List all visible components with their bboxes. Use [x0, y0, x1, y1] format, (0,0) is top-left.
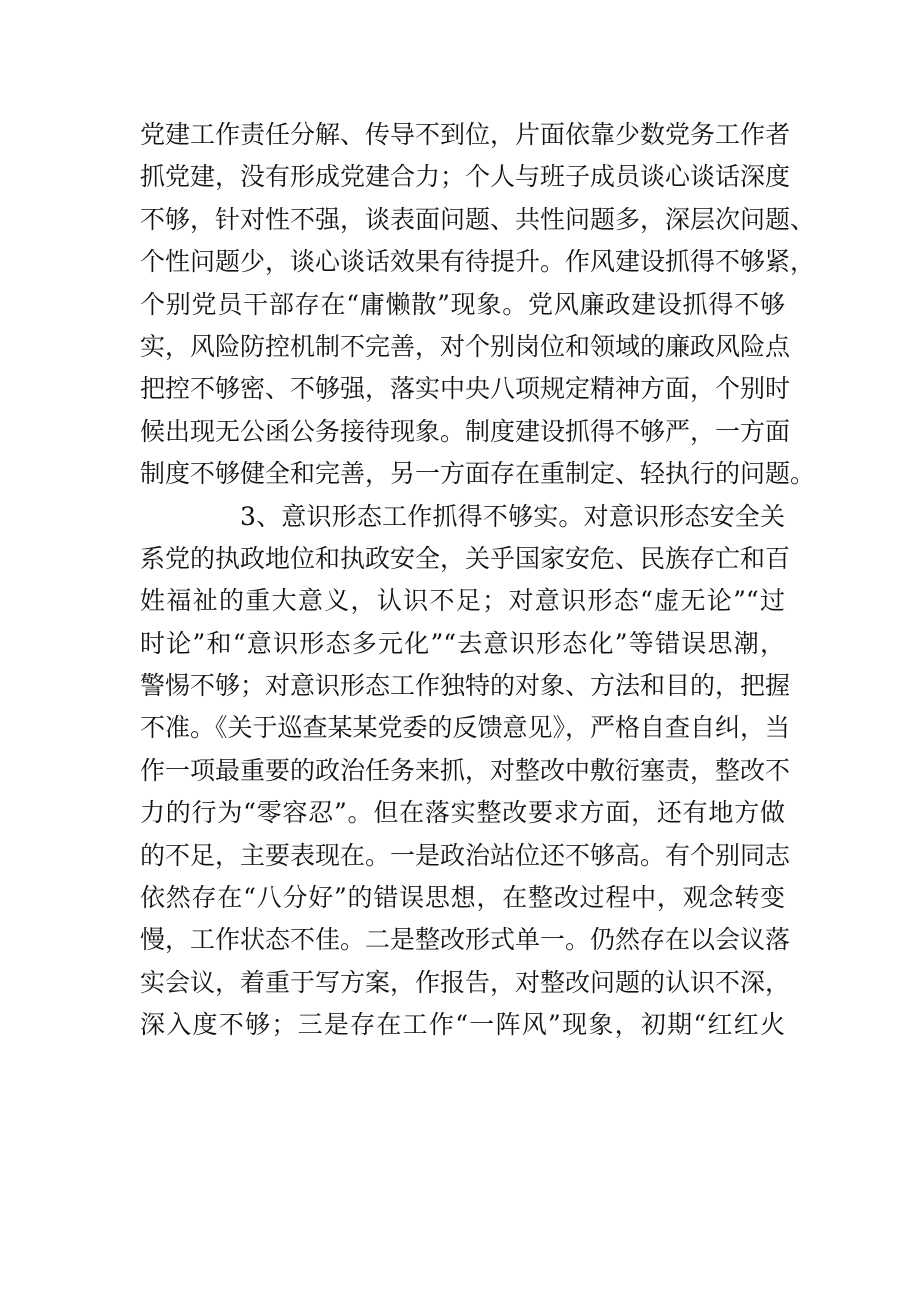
- text-line-22: 深入度不够；三是存在工作“一阵风”现象，初期“红红火: [140, 1010, 785, 1040]
- text-line-17: 力的行为“零容忍”。但在落实整改要求方面，还有地方做: [140, 798, 785, 828]
- text-line-3: 不够，针对性不强，谈表面问题、共性问题多，深层次问题、: [140, 204, 816, 234]
- text-line-13: 时论”和“意识形态多元化”“去意识形态化”等错误思潮，: [140, 628, 785, 658]
- text-line-14: 警惕不够；对意识形态工作独特的对象、方法和目的，把握: [140, 671, 791, 701]
- text-line-1: 党建工作责任分解、传导不到位，片面依靠少数党务工作者: [140, 120, 791, 149]
- text-line-20: 慢，工作状态不佳。二是整改形式单一。仍然存在以会议落: [140, 925, 791, 955]
- body-text: [140, 114, 816, 1047]
- text-line-18: 的不足，主要表现在。一是政治站位还不够高。有个别同志: [140, 840, 791, 870]
- text-line-7: 把控不够密、不够强，落实中央八项规定精神方面，个别时: [140, 374, 791, 404]
- text-line-5: 个别党员干部存在“庸懒散”现象。党风廉政建设抓得不够: [140, 289, 785, 319]
- text-line-8: 候出现无公函公务接待现象。制度建设抓得不够严，一方面: [140, 416, 791, 446]
- text-line-6: 实，风险防控机制不完善，对个别岗位和领域的廉政风险点: [140, 331, 791, 361]
- text-line-15: 不准。《关于巡查某某党委的反馈意见》，严格自查自纠，当: [140, 713, 791, 743]
- text-line-16: 作一项最重要的政治任务来抓，对整改中敷衍塞责，整改不: [140, 755, 791, 785]
- text-line-11: 系党的执政地位和执政安全，关乎国家安危、民族存亡和百: [140, 543, 791, 573]
- text-line-19: 依然存在“八分好”的错误思想，在整改过程中，观念转变: [140, 883, 785, 913]
- text-line-2: 抓党建，没有形成党建合力；个人与班子成员谈心谈话深度: [140, 162, 791, 192]
- text-line-9: 制度不够健全和完善，另一方面存在重制定、轻执行的问题。: [140, 459, 816, 489]
- text-line-21: 实会议，着重于写方案，作报告，对整改问题的认识不深，: [140, 967, 791, 997]
- text-line-10: 3、意识形态工作抓得不够实。对意识形态安全关: [240, 501, 785, 531]
- text-line-12: 姓福祉的重大意义，认识不足；对意识形态“虚无论”“过: [140, 586, 785, 616]
- text-line-4: 个性问题少，谈心谈话效果有待提升。作风建设抓得不够紧，: [140, 247, 816, 277]
